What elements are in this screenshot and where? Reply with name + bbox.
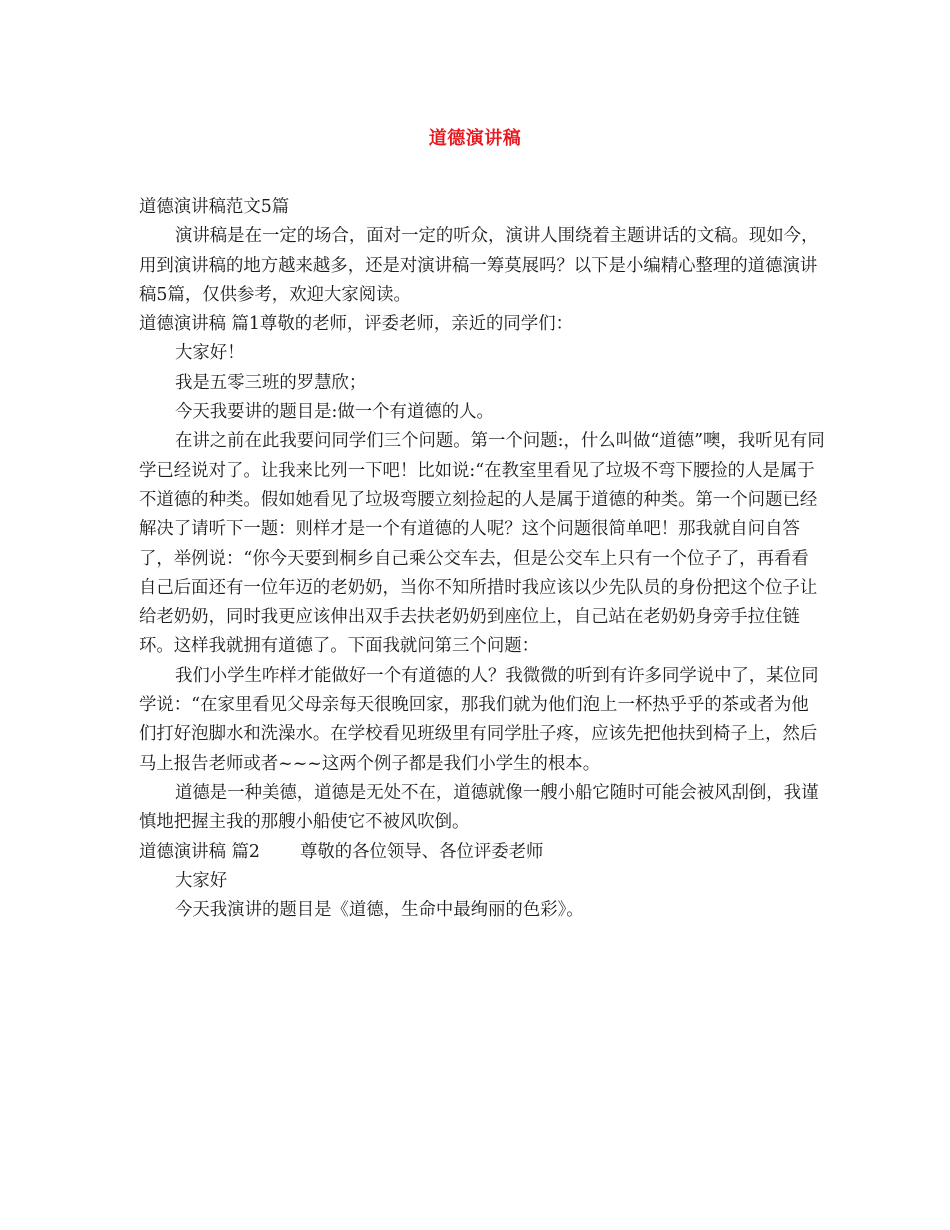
section2-paragraph: 大家好 (175, 870, 228, 891)
section1-paragraph: 在讲之前在此我要问同学们三个问题。第一个问题:，什么叫做“道德”噢，我听见有同学已经说对了。让我来比列一下吧！比如说:“在教室里看见了垃圾不弯下腰捡的人是属于不道德的种类。假如她看见了垃圾弯腰立刻捡起的人是属于道德的种类。第一个问题已经解决了请听下一题：则样才是一个有道德的人呢？这个问题很简单吧！那我就自问自答了，举例说：“你今天要到桐乡自己乘公交车去，但是公交车上只有一个位子了，再看看自己后面还有一位年迈的老奶奶，当你不知所措时我应该以少先队员的身份把这个位子让给老奶奶，同时我更应该伸出双手去扶老奶奶到座位上，自己站在老奶奶身旁手拉住链环。这样我就拥有道德了。下面我就问第三个问题： (139, 431, 825, 657)
document-subtitle: 道德演讲稿范文5篇 (139, 197, 290, 217)
section1-paragraph: 我是五零三班的罗慧欣； (175, 372, 367, 393)
section1-paragraph: 道德是一种美德，道德是无处不在，道德就像一艘小船它随时可能会被风刮倒，我谨慎地把握主我的那艘小船使它不被风吹倒。 (139, 782, 819, 833)
section2-heading-label: 道德演讲稿 篇2 (139, 841, 260, 862)
section2-heading (139, 838, 825, 867)
section1-paragraph: 大家好！ (175, 343, 245, 364)
document-body (139, 193, 825, 925)
section2-heading-salutation: 尊敬的各位领导、各位评委老师 (299, 841, 544, 862)
section1-paragraph: 今天我要讲的题目是:做一个有道德的人。 (175, 402, 494, 423)
section2-paragraph: 今天我演讲的题目是《道德，生命中最绚丽的色彩》。 (175, 900, 584, 921)
document-title: 道德演讲稿 (428, 128, 522, 149)
section1-heading: 道德演讲稿 篇1尊敬的老师，评委老师，亲近的同学们： (139, 314, 573, 335)
intro-paragraph: 演讲稿是在一定的场合，面对一定的听众，演讲人围绕着主题讲话的文稿。现如今，用到演讲稿的地方越来越多，还是对演讲稿一筹莫展吗？以下是小编精心整理的道德演讲稿5篇，仅供参考，欢迎大家阅读。 (139, 226, 819, 305)
section1-paragraph: 我们小学生咋样才能做好一个有道德的人？我微微的听到有许多同学说中了，某位同学说：“在家里看见父母亲每天很晚回家，那我们就为他们泡上一杯热乎乎的茶或者为他们打好泡脚水和洗澡水。在学校看见班级里有同学肚子疼，应该先把他扶到椅子上，然后马上报告老师或者~~~这两个例子都是我们小学生的根本。 (139, 665, 819, 774)
